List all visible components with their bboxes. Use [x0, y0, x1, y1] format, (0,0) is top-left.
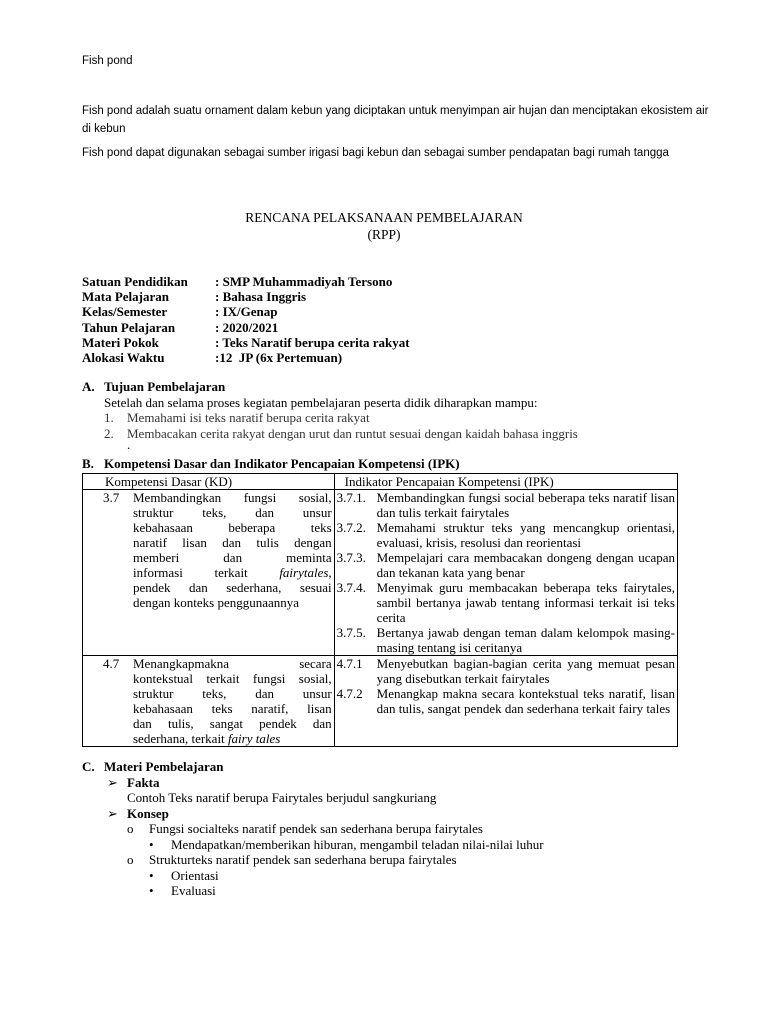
identity-row [82, 304, 410, 319]
kd-line: dengan konteks penggunaannya [133, 595, 300, 610]
ipk-number: 3.7.1. [336, 490, 366, 505]
identity-row [82, 350, 410, 365]
bullet-item [82, 868, 544, 884]
intro-paragraph-1: Fish pond adalah suatu ornament dalam kebun yang diciptakan untuk menyimpan air hujan dan menciptakan ekosistem air di kebun [82, 105, 709, 135]
kd-line-pre: informasi terkait [133, 565, 248, 580]
ipk-number: 4.7.2 [336, 686, 363, 701]
kd-line: memberi dan meminta [133, 550, 332, 565]
list-text: Membacakan cerita rakyat dengan urut dan runtut sesuai dengan kaidah bahasa inggris [127, 425, 578, 441]
kd-line [133, 565, 332, 580]
circle-bullet-icon: o [127, 852, 134, 867]
intro-title: Fish pond [82, 55, 133, 67]
kd-line-post: , [328, 565, 332, 580]
bullet-text: Mendapatkan/memberikan hiburan, mengambil teladan nilai-nilai luhur [171, 836, 544, 852]
arrow-bullet-icon: ➢ [107, 774, 118, 790]
kd-cell [83, 656, 335, 747]
bullet-item [82, 883, 544, 899]
kd-text [133, 490, 332, 610]
ipk-number: 3.7.3. [336, 550, 366, 565]
kd-number: 4.7 [103, 656, 120, 671]
identity-key: Mata Pelajaran [82, 289, 170, 305]
kd-line: kontekstual terkait fungsi sosial, [133, 671, 332, 686]
kd-line: struktur teks, dan unsur [133, 505, 332, 520]
identity-value: : 2020/2021 [215, 319, 279, 335]
section-letter: A. [82, 379, 95, 394]
kd-number: 3.7 [103, 490, 120, 505]
section-a [82, 379, 578, 452]
identity-row [82, 274, 410, 289]
kd-line: dan tulis, sangat pendek dan [133, 716, 332, 731]
section-heading-text: Materi Pembelajaran [104, 759, 224, 774]
identity-block [82, 274, 410, 365]
identity-key: Kelas/Semester [82, 304, 168, 320]
ipk-item [337, 625, 675, 655]
ipk-number: 3.7.5. [336, 625, 366, 640]
trailing-dot: . [127, 437, 131, 452]
disc-bullet-icon: • [149, 836, 154, 852]
ipk-item [337, 686, 675, 716]
list-item [104, 410, 578, 426]
kd-line: Menangkapmakna secara [133, 656, 332, 671]
bullet-text: Orientasi [171, 867, 219, 883]
section-b [82, 456, 460, 472]
ipk-number: 3.7.4. [336, 580, 366, 595]
document-title-line-1: RENCANA PELAKSANAAN PEMBELAJARAN [245, 210, 523, 225]
ipk-text: Memahami struktur teks yang mencangkup orientasi, evaluasi, krisis, resolusi dan reorientasi [376, 520, 675, 550]
section-letter: C. [82, 759, 95, 774]
konsep-item [82, 806, 544, 822]
kd-line: kebahasaan beberapa teks [133, 520, 332, 535]
bullet-text: Evaluasi [171, 883, 216, 898]
section-c-heading [82, 759, 544, 775]
ipk-text: Menyebutkan bagian-bagian cerita yang memuat pesan yang disebutkan terkait fairytales [376, 656, 675, 686]
kd-line: kebahasaan teks naratif, lisan [133, 701, 332, 716]
section-a-heading [82, 379, 578, 395]
list-number: 2. [104, 425, 114, 441]
table-header-row [83, 474, 678, 490]
kd-line-pre: sederhana, terkait [133, 731, 225, 746]
identity-row [82, 289, 410, 304]
identity-value: : Teks Naratif berupa cerita rakyat [215, 334, 410, 350]
kd-line: Membandingkan fungsi sosial, [133, 490, 332, 505]
ipk-item [337, 580, 675, 625]
circle-bullet-icon: o [127, 821, 134, 836]
ipk-text: Bertanya jawab dengan teman dalam kelompok masing-masing tentang isi ceritanya [376, 625, 675, 655]
document-title [0, 209, 768, 243]
identity-key: Alokasi Waktu [82, 350, 165, 366]
section-a-list [82, 410, 578, 441]
ipk-cell [334, 656, 677, 747]
section-c [82, 759, 544, 899]
list-number: 1. [104, 410, 114, 425]
document-title-line-2: (RPP) [367, 227, 401, 242]
identity-value: : SMP Muhammadiyah Tersono [215, 274, 393, 289]
fakta-label: Fakta [127, 774, 160, 790]
list-item [104, 426, 578, 442]
competency-table [82, 473, 678, 747]
section-heading-text: Tujuan Pembelajaran [104, 379, 226, 394]
ipk-text: Menyimak guru membacakan beberapa teks fairytales, sambil bertanya jawab tentang informasi terkait isi teks cerita [376, 580, 675, 625]
kd-line [133, 731, 332, 746]
identity-key: Satuan Pendidikan [82, 274, 188, 289]
ipk-number: 3.7.2. [336, 520, 366, 535]
list-text: Memahami isi teks naratif berupa cerita rakyat [127, 410, 370, 425]
ipk-item [337, 520, 675, 550]
kd-line-italic: fairy tales [227, 731, 281, 746]
ipk-item [337, 550, 675, 580]
ipk-text: Mempelajari cara membacakan dongeng dengan ucapan dan tekanan kata yang benar [376, 550, 675, 580]
identity-value: : Bahasa Inggris [215, 289, 307, 305]
konsep-subitem-text: Strukturteks naratif pendek san sederhana berupa fairytales [149, 852, 457, 867]
arrow-bullet-icon: ➢ [107, 805, 118, 821]
ipk-item [337, 490, 675, 520]
fakta-item [82, 775, 544, 791]
ipk-number: 4.7.1 [336, 656, 363, 671]
fakta-text: Contoh Teks naratif berupa Fairytales berjudul sangkuriang [127, 790, 437, 805]
table-row [83, 656, 678, 747]
section-heading-text: Kompetensi Dasar dan Indikator Pencapaian Kompetensi (IPK) [104, 456, 460, 471]
identity-key: Tahun Pelajaran [82, 319, 176, 335]
intro-paragraph-2: Fish pond dapat digunakan sebagai sumber irigasi bagi kebun dan sebagai sumber pendapatan bagi rumah tangga [82, 147, 669, 159]
ipk-cell [334, 490, 677, 656]
bullet-item [82, 837, 544, 853]
table-header-ipk: Indikator Pencapaian Kompetensi (IPK) [334, 474, 677, 490]
kd-line: struktur teks, dan unsur [133, 686, 332, 701]
kd-line: naratif lisan dan tulis dengan [133, 535, 332, 550]
kd-cell [83, 490, 335, 656]
ipk-text: Membandingkan fungsi social beberapa teks naratif lisan dan tulis terkait fairytales [376, 490, 675, 520]
identity-row [82, 335, 410, 350]
section-b-heading [82, 456, 460, 472]
identity-value: :12 JP (6x Pertemuan) [215, 350, 343, 366]
kd-line-italic: fairytales [279, 565, 329, 580]
ipk-item [337, 656, 675, 686]
section-letter: B. [82, 456, 94, 471]
section-a-intro: Setelah dan selama proses kegiatan pembelajaran peserta didik diharapkan mampu: [104, 394, 538, 410]
table-row [83, 490, 678, 656]
table-header-kd: Kompetensi Dasar (KD) [83, 474, 335, 490]
identity-value: : IX/Genap [215, 304, 278, 320]
konsep-label: Konsep [127, 805, 169, 821]
konsep-subitem [82, 821, 544, 837]
kd-text [133, 656, 332, 746]
ipk-text: Menangkap makna secara kontekstual teks naratif, lisan dan tulis, sangat pendek dan sederhana terkait fairy tales [376, 686, 675, 716]
konsep-subitem-text: Fungsi socialteks naratif pendek san sederhana berupa fairytales [149, 821, 483, 836]
identity-key: Materi Pokok [82, 334, 159, 350]
identity-row [82, 320, 410, 335]
disc-bullet-icon: • [149, 883, 154, 898]
konsep-subitem [82, 852, 544, 868]
disc-bullet-icon: • [149, 867, 154, 883]
kd-line: pendek dan sederhana, sesuai [133, 580, 332, 595]
